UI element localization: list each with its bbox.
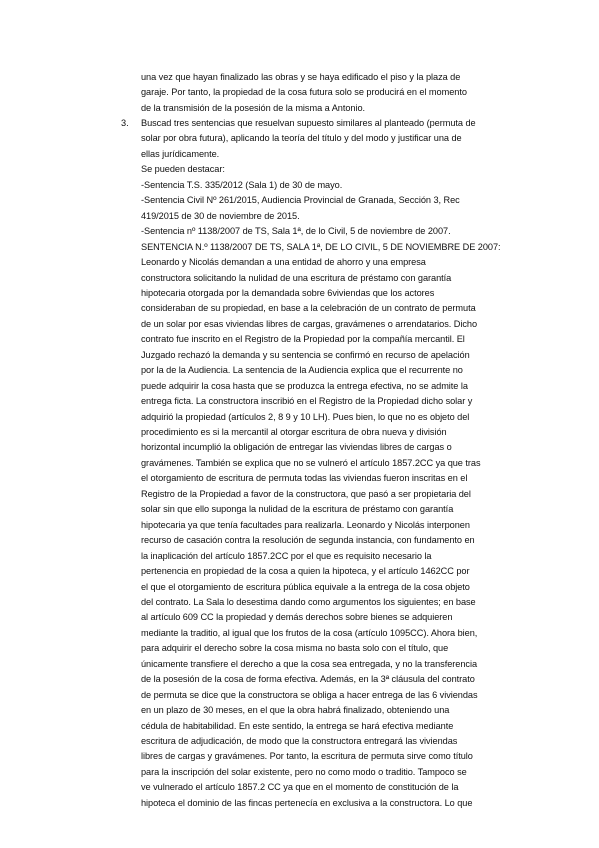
text-line: 419/2015 de 30 de noviembre de 2015.: [141, 210, 300, 221]
text-line: SENTENCIA N.º 1138/2007 DE TS, SALA 1ª, DE LO CIVIL, 5 DE NOVIEMBRE DE 2007:: [141, 241, 501, 252]
text-line: Registro de la Propiedad a favor de la constructora, que pasó a ser propietaria del: [141, 488, 471, 499]
text-line: el otorgamiento de escritura de permuta todas las viviendas fueron inscritas en el: [141, 473, 468, 484]
text-line: escritura de adjudicación, de modo que la constructora entregará las viviendas: [141, 736, 458, 746]
text-line: en un plazo de 30 meses, en el que la obra habrá finalizado, obteniendo una: [141, 705, 450, 716]
text-line: Se pueden destacar:: [141, 164, 225, 175]
text-line: Juzgado rechazó la demanda y su sentencia se confirmó en recurso de apelación: [141, 349, 470, 360]
text-line: hipotecaria ya que tenía facultades para realizarla. Leonardo y Nicolás interponen: [141, 519, 470, 530]
text-line: de permuta se dice que la constructora se obliga a hacer entrega de las 6 viviendas: [141, 689, 478, 700]
text-line: el que el otorgamiento de escritura pública equivale a la entrega de la cosa objeto: [141, 581, 470, 592]
text-line: del contrato. La Sala lo desestima dando como argumentos los siguientes; en base: [141, 596, 476, 607]
text-line: -Sentencia Civil Nº 261/2015, Audiencia Provincial de Granada, Sección 3, Rec: [141, 195, 460, 206]
text-line: constructora solicitando la nulidad de una escritura de préstamo con garantía: [141, 272, 452, 283]
text-line: cédula de habitabilidad. En este sentido, la entrega se hará efectiva mediante: [141, 720, 454, 731]
text-line: hipoteca el dominio de las fincas pertenecía en exclusiva a la constructora. Lo que: [141, 797, 473, 808]
text-line: consideraban de su propiedad, en base a la celebración de un contrato de permuta: [141, 303, 476, 314]
text-line: únicamente transfiere el derecho a que la cosa sea entregada, y no la transferencia: [141, 658, 477, 669]
text-line: ve vulnerado el artículo 1857.2 CC ya que en el momento de constitución de la: [141, 782, 459, 793]
text-line: adquirió la propiedad (artículos 2, 8 9 y 10 LH). Pues bien, lo que no es objeto del: [141, 411, 470, 422]
text-line: solar por obra futura), aplicando la teoría del título y del modo y justificar una de: [141, 133, 462, 144]
text-line: una vez que hayan finalizado las obras y se haya edificado el piso y la plaza de: [141, 72, 461, 82]
text-line: -Sentencia nº 1138/2007 de TS, Sala 1ª, de lo Civil, 5 de noviembre de 2007.: [141, 226, 451, 237]
text-line: de un solar por esas viviendas libres de cargas, gravámenes o arrendatarios. Dicho: [141, 318, 478, 329]
text-line: libres de cargas y gravámenes. Por tanto, la escritura de permuta sirve como título: [141, 751, 473, 762]
text-line: garaje. Por tanto, la propiedad de la cosa futura solo se producirá en el momento: [141, 87, 467, 98]
text-line: entrega ficta. La constructora inscribió en el Registro de la Propiedad dicho solar y: [141, 396, 473, 407]
text-line: horizontal incumplió la obligación de entregar las viviendas libres de cargas o: [141, 442, 452, 453]
text-line: Leonardo y Nicolás demandan a una entidad de ahorro y una empresa: [141, 257, 426, 268]
text-line: al artículo 609 CC la propiedad y demás derechos sobre bienes se adquieren: [141, 612, 453, 623]
text-line: mediante la traditio, al igual que los frutos de la cosa (artículo 1095CC). Ahora bien,: [141, 627, 478, 638]
text-line: gravámenes. También se explica que no se vulneró el artículo 1857.2CC ya que tras: [141, 457, 481, 468]
text-line: pertenencia en propiedad de la cosa a quien la hipoteca, y el artículo 1462CC por: [141, 566, 470, 577]
text-line: procedimiento es si la mercantil al otorgar escritura de obra nueva y división: [141, 427, 447, 437]
list-item-number: 3.: [121, 118, 129, 128]
text-line: recurso de casación contra la resolución de segunda instancia, con fundamento en: [141, 535, 475, 546]
text-line: la inaplicación del artículo 1857.2CC por el que es requisito necesario la: [141, 550, 432, 561]
text-line: para la inscripción del solar existente, pero no como modo o traditio. Tampoco se: [141, 766, 467, 777]
text-line: de la posesión de la cosa de forma efectiva. Además, en la 3ª cláusula del contrato: [141, 674, 475, 685]
text-line: de la transmisión de la posesión de la misma a Antonio.: [141, 102, 366, 113]
text-line: contrato fue inscrito en el Registro de la Propiedad por la compañía mercantil. El: [141, 334, 465, 345]
text-line: ellas jurídicamente.: [141, 148, 220, 159]
text-line: por la de la Audiencia. La sentencia de la Audiencia explica que el recurrente no: [141, 365, 463, 376]
text-line: para adquirir el derecho sobre la cosa misma no basta solo con el título, que: [141, 643, 449, 654]
text-line: Buscad tres sentencias que resuelvan supuesto similares al planteado (permuta de: [141, 118, 476, 128]
text-line: solar sin que ello suponga la nulidad de la escritura de préstamo con garantía: [141, 504, 454, 515]
text-line: hipotecaria otorgada por la demandada sobre 6viviendas que los actores: [141, 287, 435, 298]
text-line: -Sentencia T.S. 335/2012 (Sala 1) de 30 de mayo.: [141, 179, 343, 190]
text-line: puede adquirir la cosa hasta que se produzca la entrega efectiva, no se admite la: [141, 380, 468, 391]
